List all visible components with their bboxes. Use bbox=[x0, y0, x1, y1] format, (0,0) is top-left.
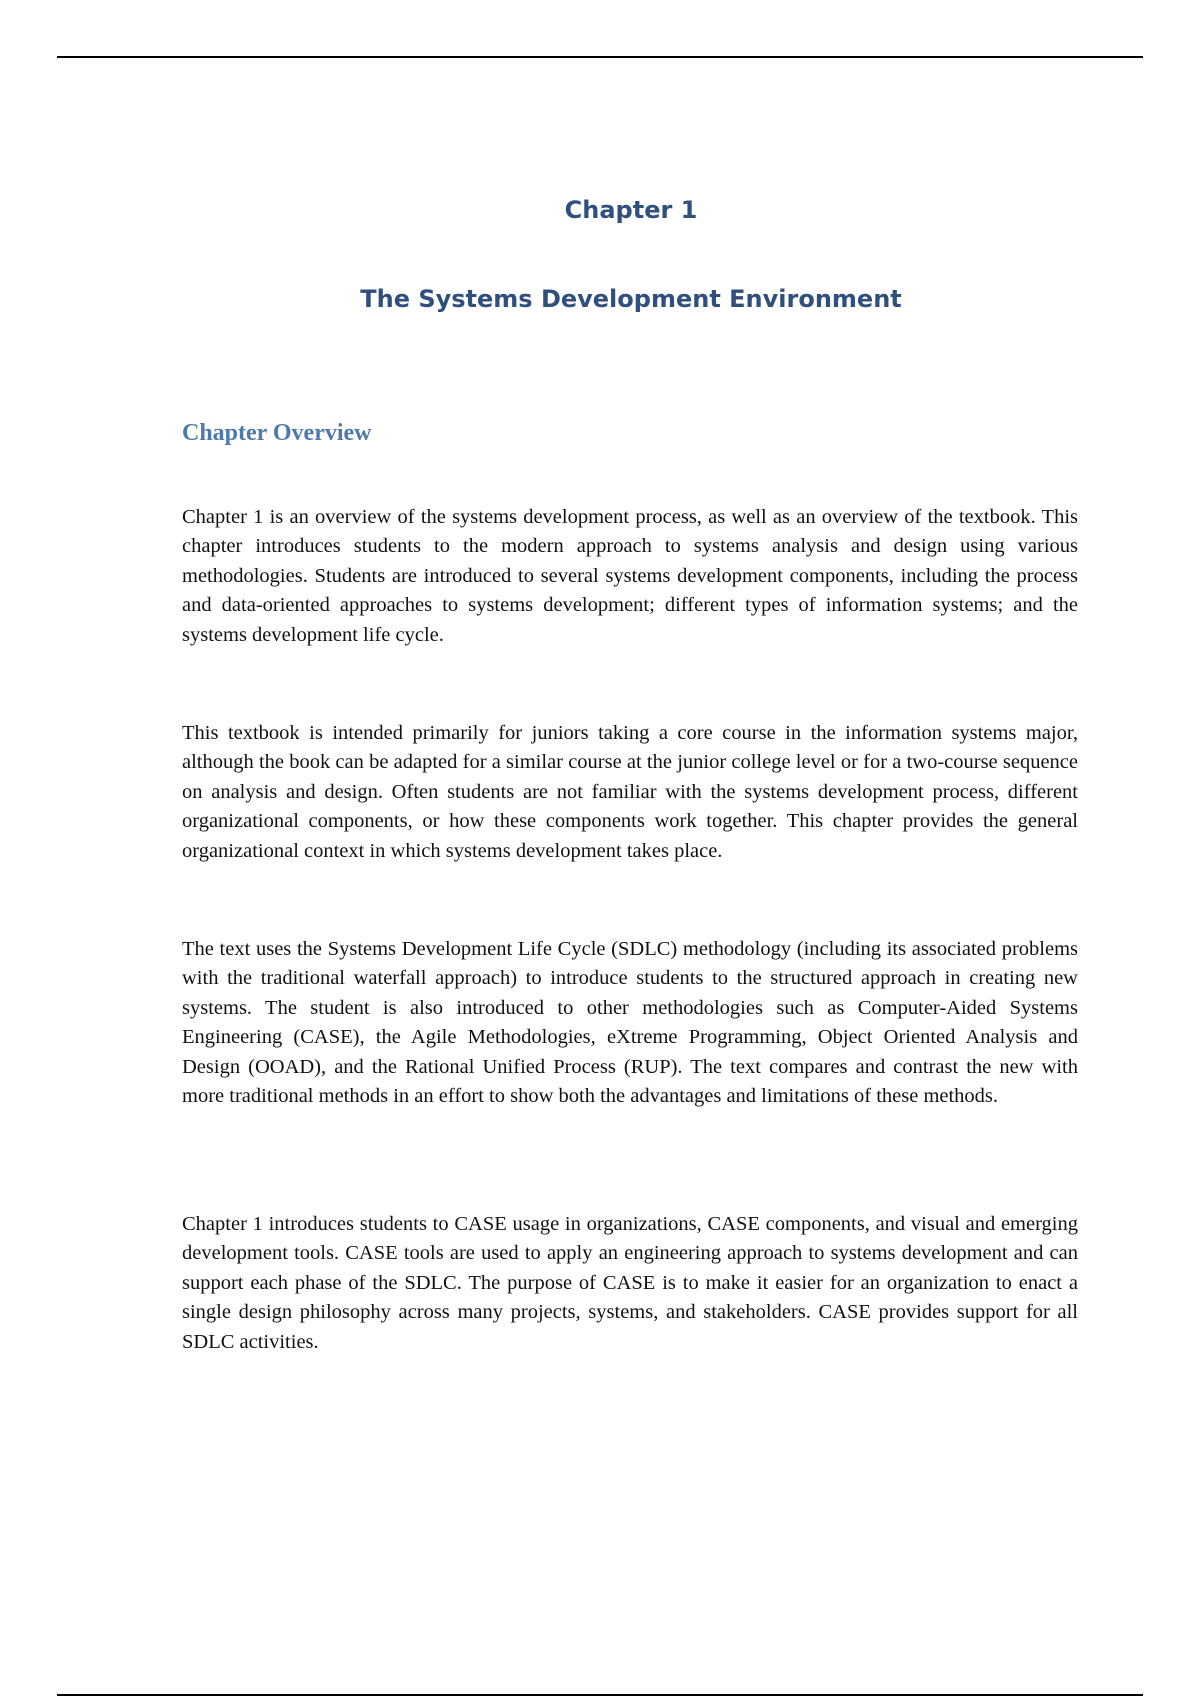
paragraph-3: The text uses the Systems Development Life Cycle (SDLC) methodology (including its associated problems with the traditional waterfall approach) to introduce students to the structured approach in creating new systems. The student is also introduced to other methodologies such as Computer-Aided Systems Engineering (CASE), the Agile Methodologies, eXtreme Programming, Object Oriented Analysis and Design (OOAD), and the Rational Unified Process (RUP). The text compares and contrast the new with more traditional methods in an effort to show both the advantages and limitations of these methods. bbox=[182, 938, 1078, 1108]
paragraph-4: Chapter 1 introduces students to CASE usage in organizations, CASE components, and visual and emerging development tools. CASE tools are used to apply an engineering approach to systems development and can support each phase of the SDLC. The purpose of CASE is to make it easier for an organization to enact a single design philosophy across many projects, systems, and stakeholders. CASE provides support for all SDLC activities. bbox=[182, 1213, 1078, 1353]
paragraph-2: This textbook is intended primarily for juniors taking a core course in the information systems major, although the book can be adapted for a similar course at the junior college level or for a two-course sequence on analysis and design. Often students are not familiar with the systems development process, different organizational components, or how these components work together. This chapter provides the general organizational context in which systems development takes place. bbox=[182, 722, 1078, 862]
top-rule bbox=[57, 56, 1143, 58]
paragraph-1: Chapter 1 is an overview of the systems development process, as well as an overview of the textbook. This chapter introduces students to the modern approach to systems analysis and design using various methodologies. Students are introduced to several systems development components, including the process and data-oriented approaches to systems development; different types of information systems; and the systems development life cycle. bbox=[182, 506, 1078, 646]
chapter-title: The Systems Development Environment bbox=[360, 285, 902, 313]
bottom-rule bbox=[57, 1694, 1143, 1696]
chapter-number: Chapter 1 bbox=[564, 196, 698, 224]
section-heading: Chapter Overview bbox=[182, 420, 372, 446]
